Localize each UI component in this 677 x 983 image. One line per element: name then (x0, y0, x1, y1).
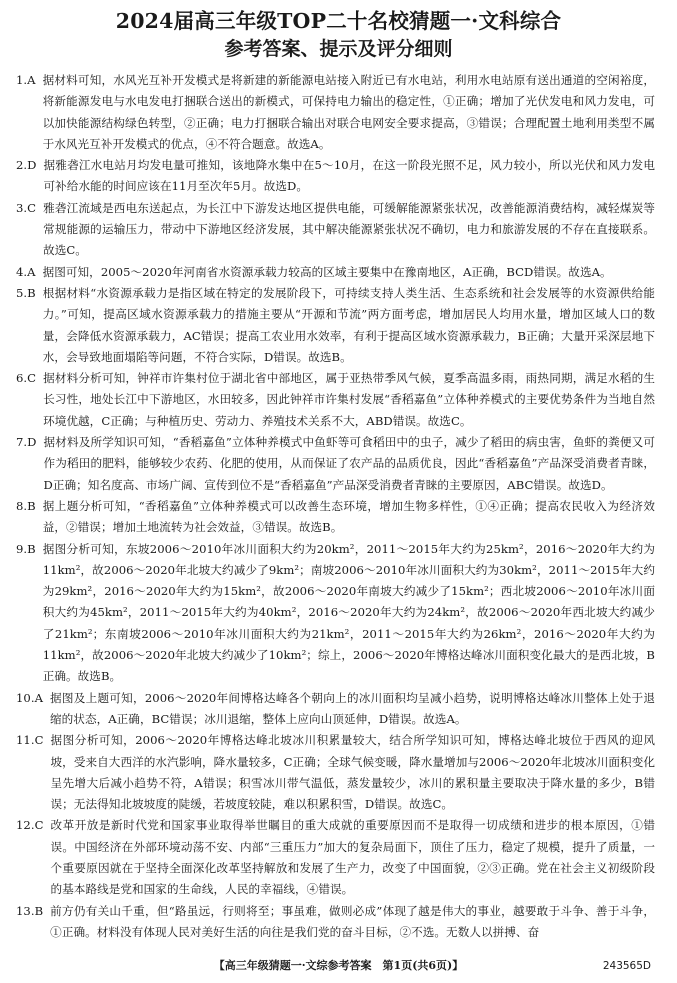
answer-explanation: 雅砻江流域是西电东送起点，为长江中下游发达地区提供电能，可缓解能源紧张状况，改善能源消费结构，减轻煤炭等常规能源的运输压力，带动中下游地区经济发展，其中解决能源紧张状况不确切，电力和旅游发展的不存在直接联系。故选C。 (43, 200, 655, 258)
answer-explanation: 据图分析可知，2006～2020年博格达峰北坡冰川积累量较大，结合所学知识可知，博格达峰北坡位于西风的迎风坡，受来自大西洋的水汽影响，降水量较多，C正确；全球气候变暖，降水量增加与2006～2020年北坡冰川面积变化呈先增大后减小趋势不符，A错误；积雪冰川带气温低，蒸发量较少，冰川的累积量主要取决于降水量的多少，B错误；无法得知北坡坡度的陡缓，若坡度较陡，难以积累积雪，D错误。故选C。 (50, 733, 655, 812)
answer-number: 2.D (16, 158, 37, 173)
answer-number: 3.C (16, 200, 37, 215)
answer-number: 5.B (16, 285, 36, 300)
answer-explanation: 据图及上题可知，2006～2020年间博格达峰各个朝向上的冰川面积均呈减小趋势，说明博格达峰冰川整体上处于退缩的状态，A正确，BC错误；冰川退缩，整体上应向山顶延伸，D错误。故选A。 (50, 690, 655, 726)
answer-item-12 (16, 815, 655, 900)
answer-explanation: 据图分析可知，东坡2006～2010年冰川面积大约为20km²，2011～2015年大约为25km²，2016～2020年大约为11km²，故2006～2020年北坡大约减少了9km²；南坡2006～2010年冰川面积大约为30km²，2011～2015年大约为29km²，2016～2020年大约为15km²，故2006～2020年南坡大约减少了15km²；西北坡2006～2010年冰川面积大约为45km²，2011～2015年大约为40km²，2016～2020年大约为24km²，故2006～2020年西北坡大约减少了21km²；东南坡2006～2010年冰川面积大约为21km²，2011～2015年大约为26km²，2016～2020年大约为11km²，故2006～2020年北坡大约减少了10km²；综上，2006～2020年博格达峰冰川面积变化最大的是西北坡，B正确。故选B。 (42, 541, 655, 684)
answer-number: 9.B (16, 541, 36, 556)
answer-item-7 (16, 432, 655, 496)
answer-explanation: 据材料及所学知识可知，“香稻嘉鱼”立体种养模式中鱼虾等可食稻田中的虫子，减少了稻田的病虫害，鱼虾的粪便又可作为稻田的肥料，能够较少农药、化肥的使用，从而保证了农产品的品质优良，因此“香稻嘉鱼”产品深受消费者青睐，D正确；知名度高、市场广阔、宣传到位不是“香稻嘉鱼”产品深受消费者青睐的主要原因，ABC错误。故选D。 (43, 435, 655, 492)
answer-item-13 (16, 901, 655, 944)
answer-item-10 (16, 688, 655, 731)
page-title: 2024届高三年级TOP二十名校猜题一·文科综合 (115, 9, 562, 33)
answer-number: 13.B (16, 903, 44, 918)
answer-item-1 (16, 70, 655, 155)
page-header (0, 0, 677, 62)
answer-explanation: 改革开放是新时代党和国家事业取得举世瞩目的重大成就的重要原因而不是取得一切成绩和进步的根本原因，①错误。中国经济在外部环境动荡不安、内部“三重压力”加大的复杂局面下，顶住了压力，稳定了规模，提升了质量，一个重要原因就在于坚持全面深化改革坚持解放和发展了生产力，改变了中国面貌，②③正确。党在社会主义初级阶段的基本路线是党和国家的生命线，人民的幸福线，④错误。 (50, 818, 655, 897)
answer-explanation: 据材料可知，水风光互补开发模式是将新建的新能源电站接入附近已有水电站，利用水电站原有送出通道的空闲裕度，将新能源发电与水电发电打捆联合送出的新模式，可保持电力输出的稳定性，①正确；增加了光伏发电和风力发电，可以加快能源结构绿色转型，②正确；电力打捆联合输出对联合电网安全要求提高，③错误；合理配置土地利用类型不属于水风光互补开发模式的优点，④不符合题意。故选A。 (42, 73, 655, 151)
page-subtitle: 参考答案、提示及评分细则 (224, 38, 453, 60)
answer-number: 10.A (16, 690, 44, 705)
answer-number: 1.A (16, 73, 36, 87)
answer-number: 11.C (16, 733, 44, 748)
footer-page-label: 【高三年级猜题一·文综参考答案 第1页(共6页)】 (213, 959, 464, 972)
answer-item-2 (16, 155, 655, 198)
answer-item-9 (16, 539, 655, 688)
answer-number: 12.C (16, 818, 44, 833)
answer-item-8 (16, 496, 655, 539)
footer-doc-code: 243565D (602, 960, 651, 972)
page-footer (0, 957, 677, 975)
answer-explanation: 前方仍有关山千重，但“路虽远，行则将至；事虽难，做则必成”体现了越是伟大的事业，越要敢于斗争、善于斗争，①正确。材料没有体现人民对美好生活的向往是我们党的奋斗目标，②不选。无数人以拼搏、奋 (50, 903, 655, 939)
answer-list (0, 70, 677, 943)
answer-number: 6.C (16, 371, 37, 386)
answer-item-3 (16, 198, 655, 262)
answer-explanation: 据图可知，2005～2020年河南省水资源承载力较高的区域主要集中在豫南地区，A正确，BCD错误。故选A。 (42, 264, 612, 279)
answer-explanation: 据雅砻江水电站月均发电量可推知，该地降水集中在5～10月，在这一阶段光照不足，风力较小，所以光伏和风力发电可补给水能的时间应该在11月至次年5月。故选D。 (43, 158, 655, 194)
answer-item-6 (16, 368, 655, 432)
answer-number: 7.D (16, 435, 37, 450)
answer-explanation: 据材料分析可知，钟祥市许集村位于湖北省中部地区，属于亚热带季风气候，夏季高温多雨，雨热同期，满足水稻的生长习性，地处长江中下游地区，水田较多，因此钟祥市许集村发展“香稻嘉鱼”立体种养模式的主要优势条件为当地自然环境优越，C正确；与种植历史、劳动力、养殖技术关系不大，ABD错误。故选C。 (43, 371, 655, 428)
answer-item-4 (16, 262, 655, 283)
answer-number: 8.B (16, 498, 36, 513)
answer-number: 4.A (16, 264, 36, 279)
answer-explanation: 据上题分析可知，“香稻嘉鱼”立体种养模式可以改善生态环境，增加生物多样性，①④正确；提高农民收入为经济效益，②错误；增加土地流转为社会效益，③错误。故选B。 (42, 498, 655, 535)
answer-explanation: 根据材料“水资源承载力是指区域在特定的发展阶段下，可持续支持人类生活、生态系统和社会发展等的水资源供给能力。”可知，提高区域水资源承载力的措施主要从“开源和节流”两方面考虑，增加居民人均用水量，增加区域人口的数量，会降低水资源承载力，AC错误；提高工农业用水效率，有利于提高区域水资源承载力，B正确；大量开采深层地下水，会导致地面塌陷等问题，不符合实际，D错误。故选B。 (42, 285, 655, 364)
answer-item-11 (16, 730, 655, 815)
answer-item-5 (16, 283, 655, 368)
